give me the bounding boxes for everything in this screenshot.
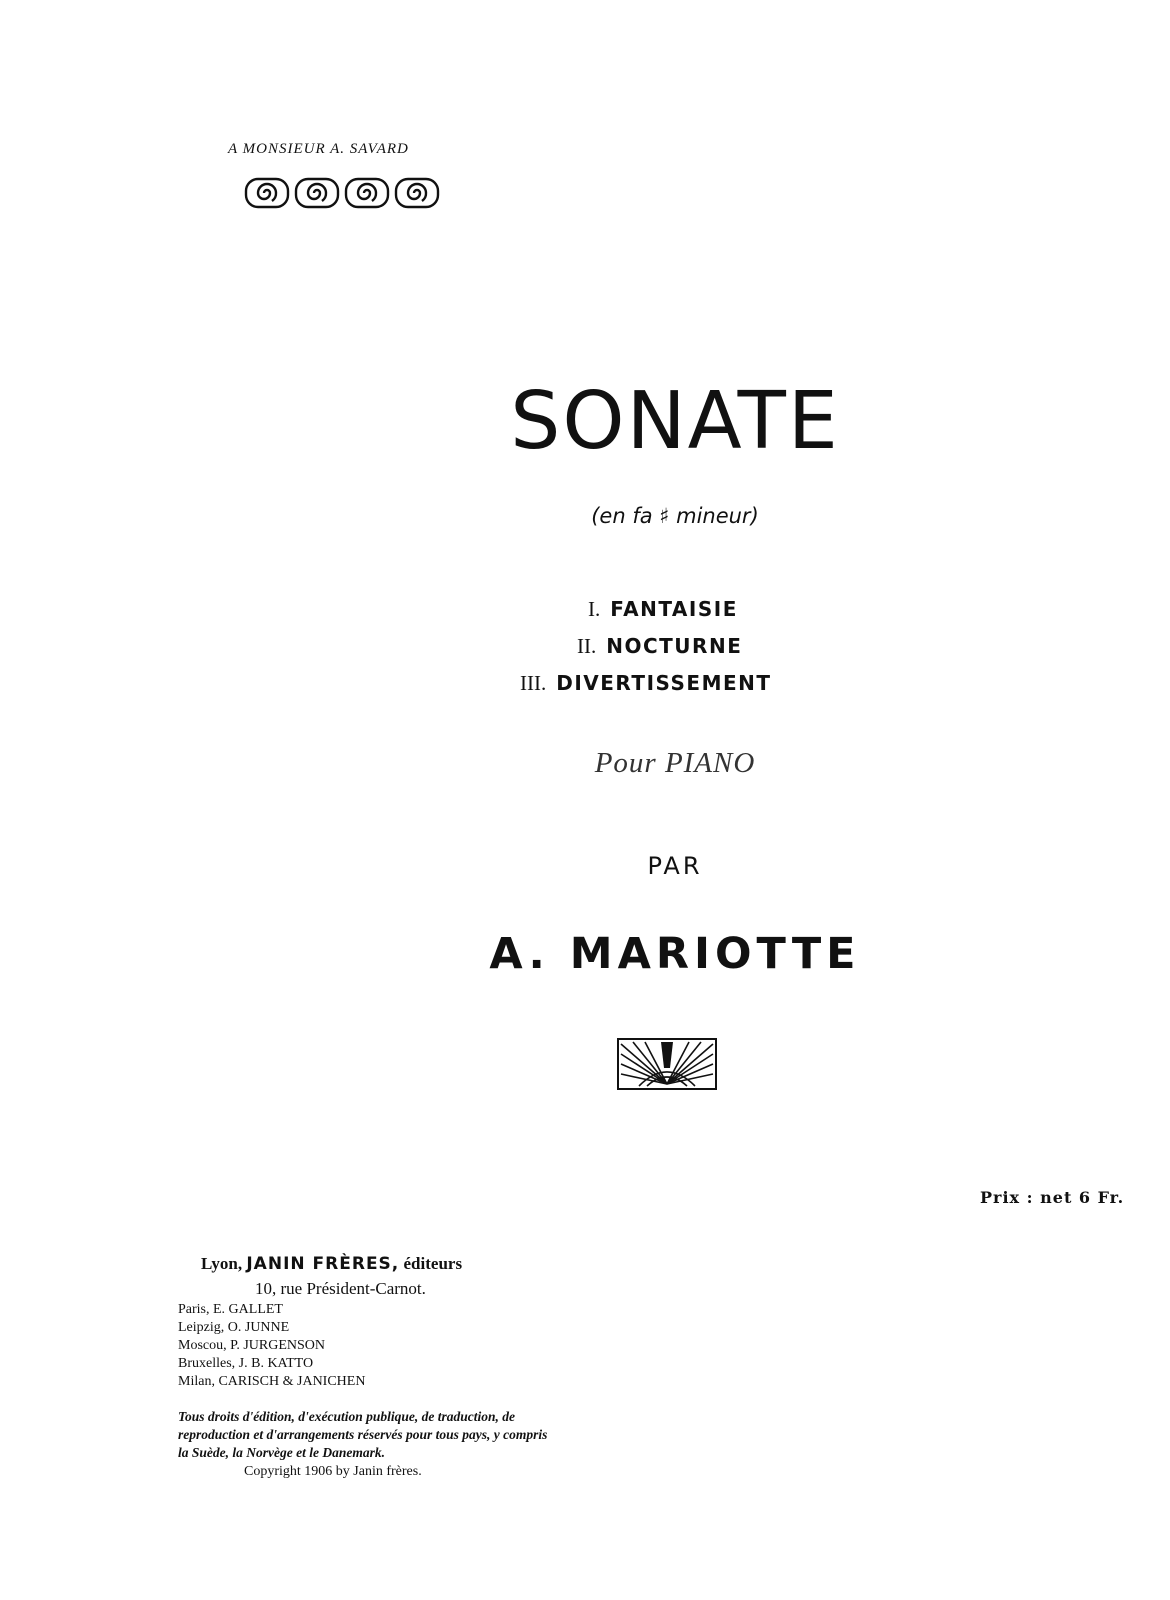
agent-item: Leipzig, O. JUNNE bbox=[178, 1320, 290, 1335]
agent-list bbox=[178, 1301, 365, 1391]
rights-notice: Tous droits d'édition, d'exécution publique, de traduction, de reproduction et d'arrangements réservés pour tous pays, y compris la Suède, la Norvège et le Danemark. bbox=[178, 1409, 548, 1460]
page-title: SONATE bbox=[510, 375, 840, 467]
movement-name: FANTAISIE bbox=[610, 597, 738, 621]
movement-numeral: I. bbox=[588, 597, 601, 621]
agent-item: Milan, CARISCH & JANICHEN bbox=[178, 1374, 366, 1389]
publisher-name: JANIN FRÈRES, bbox=[246, 1254, 400, 1274]
movement-name: NOCTURNE bbox=[606, 634, 743, 658]
movement-list bbox=[520, 591, 772, 702]
movement-numeral: II. bbox=[577, 634, 597, 658]
agent-item: Moscou, P. JURGENSON bbox=[178, 1338, 326, 1353]
by-label: PAR bbox=[647, 852, 703, 880]
movement-numeral: III. bbox=[520, 671, 547, 695]
publisher-role: éditeurs bbox=[403, 1254, 463, 1273]
agent-item: Paris, E. GALLET bbox=[178, 1302, 283, 1317]
publisher-line bbox=[201, 1254, 462, 1274]
price: Prix : net 6 Fr. bbox=[980, 1188, 1125, 1207]
agent-item: Bruxelles, J. B. KATTO bbox=[178, 1356, 314, 1371]
dedication: A MONSIEUR A. SAVARD bbox=[228, 141, 409, 157]
movement-item bbox=[520, 628, 772, 665]
vignette-ornament-icon bbox=[617, 1038, 717, 1090]
movement-name: DIVERTISSEMENT bbox=[556, 671, 772, 695]
publisher-address: 10, rue Président-Carnot. bbox=[255, 1279, 426, 1298]
movement-item bbox=[520, 591, 772, 628]
movement-item bbox=[520, 665, 772, 702]
key-signature: (en fa ♯ mineur) bbox=[591, 504, 759, 528]
instrument: Pour PIANO bbox=[594, 747, 756, 779]
composer-name: A. MARIOTTE bbox=[489, 929, 861, 979]
publisher-city: Lyon, bbox=[201, 1254, 243, 1273]
copyright: Copyright 1906 by Janin frères. bbox=[244, 1464, 422, 1479]
spiral-ornament-icon bbox=[244, 176, 444, 210]
